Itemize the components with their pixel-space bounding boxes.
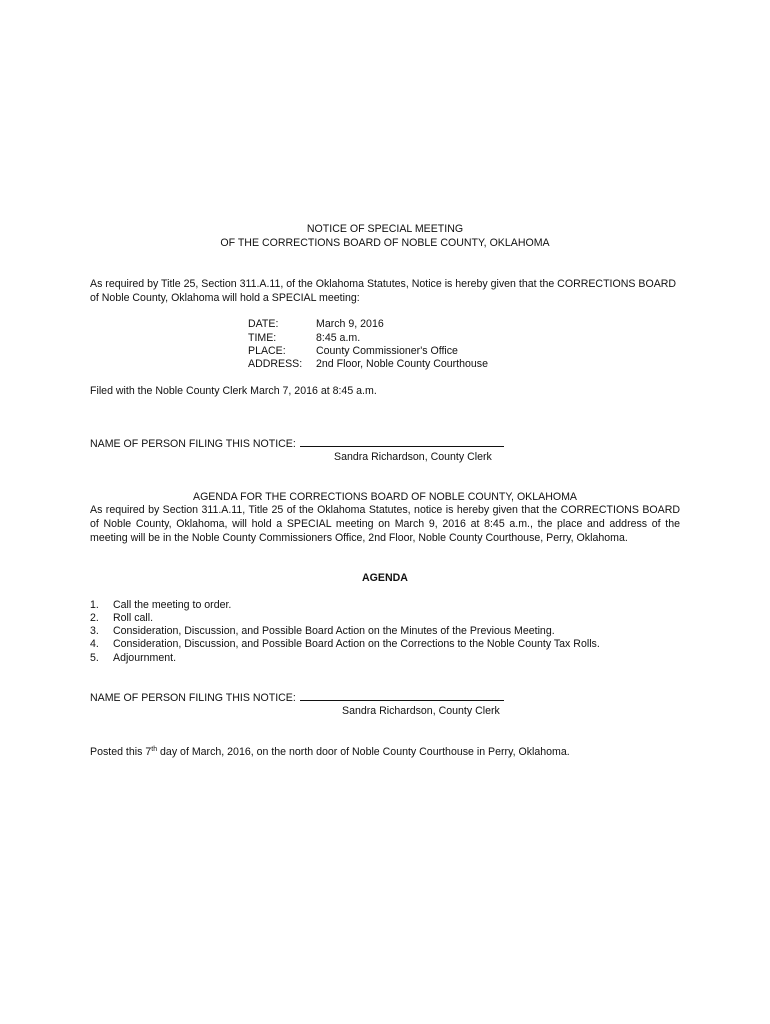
agenda-item bbox=[90, 637, 600, 651]
filer-label-2: NAME OF PERSON FILING THIS NOTICE: bbox=[90, 692, 296, 704]
agenda-item bbox=[90, 611, 153, 625]
detail-place bbox=[248, 344, 458, 358]
detail-date-label: DATE: bbox=[248, 318, 279, 330]
detail-address-value: 2nd Floor, Noble County Courthouse bbox=[316, 358, 488, 370]
posted-text-before: Posted this 7 bbox=[90, 746, 152, 758]
filed-statement: Filed with the Noble County Clerk March 7, 2016 at 8:45 a.m. bbox=[90, 385, 377, 397]
filer-line-2 bbox=[90, 690, 504, 705]
notice-title-line1: NOTICE OF SPECIAL MEETING bbox=[306, 223, 464, 235]
filer-line-1 bbox=[90, 436, 504, 451]
agenda-item-text: Consideration, Discussion, and Possible Board Action on the Corrections to the Noble County Tax Rolls. bbox=[113, 638, 600, 650]
agenda-label-text: AGENDA bbox=[362, 572, 408, 584]
detail-address bbox=[248, 357, 488, 371]
agenda-item-number: 1. bbox=[90, 599, 99, 611]
posted-text-after: day of March, 2016, on the north door of Noble County Courthouse in Perry, Oklahoma. bbox=[157, 746, 570, 758]
agenda-item-text: Roll call. bbox=[113, 612, 154, 624]
signature-line-2 bbox=[300, 690, 504, 701]
agenda-item-number: 5. bbox=[90, 652, 99, 664]
posted-statement bbox=[90, 745, 570, 759]
detail-place-value: County Commissioner's Office bbox=[316, 345, 458, 357]
detail-date-value: March 9, 2016 bbox=[316, 318, 384, 330]
posted-ordinal-suffix: th bbox=[151, 746, 158, 753]
agenda-item bbox=[90, 624, 555, 638]
filer-label-1: NAME OF PERSON FILING THIS NOTICE: bbox=[90, 438, 296, 450]
agenda-item-text: Consideration, Discussion, and Possible Board Action on the Minutes of the Previous Meeting. bbox=[113, 625, 555, 637]
notice-title-line2: OF THE CORRECTIONS BOARD OF NOBLE COUNTY, OKLAHOMA bbox=[220, 237, 550, 249]
detail-place-label: PLACE: bbox=[248, 345, 286, 357]
detail-time bbox=[248, 331, 360, 345]
signature-line-1 bbox=[300, 436, 504, 447]
filer-name-1: Sandra Richardson, County Clerk bbox=[334, 451, 492, 463]
agenda-item-number: 4. bbox=[90, 638, 99, 650]
filer-name-2: Sandra Richardson, County Clerk bbox=[342, 705, 500, 717]
agenda-item-text: Adjournment. bbox=[113, 652, 177, 664]
notice-intro: As required by Title 25, Section 311.A.11, of the Oklahoma Statutes, Notice is hereby given that the CORRECTIONS BOARD of Noble County, Oklahoma will hold a SPECIAL meeting: bbox=[90, 278, 677, 304]
agenda-item bbox=[90, 651, 176, 665]
agenda-label bbox=[0, 571, 770, 585]
agenda-item-text: Call the meeting to order. bbox=[113, 599, 232, 611]
detail-time-label: TIME: bbox=[248, 332, 277, 344]
agenda-intro: As required by Section 311.A.11, Title 25 of the Oklahoma Statutes, notice is hereby given that the CORRECTIONS BOARD of Noble County, Oklahoma, will hold a SPECIAL meeting on March 9, 2016 at 8:45 a.m., the place and address of the meeting will be in the Noble County Commissioners Office, 2nd Floor, Noble County Courthouse, Perry, Oklahoma. bbox=[90, 504, 680, 544]
detail-address-label: ADDRESS: bbox=[248, 358, 303, 370]
agenda-item-number: 3. bbox=[90, 625, 99, 637]
detail-time-value: 8:45 a.m. bbox=[316, 332, 361, 344]
agenda-heading: AGENDA FOR THE CORRECTIONS BOARD OF NOBLE COUNTY, OKLAHOMA bbox=[193, 491, 577, 503]
detail-date bbox=[248, 317, 384, 331]
agenda-item-number: 2. bbox=[90, 612, 99, 624]
agenda-item bbox=[90, 598, 231, 612]
